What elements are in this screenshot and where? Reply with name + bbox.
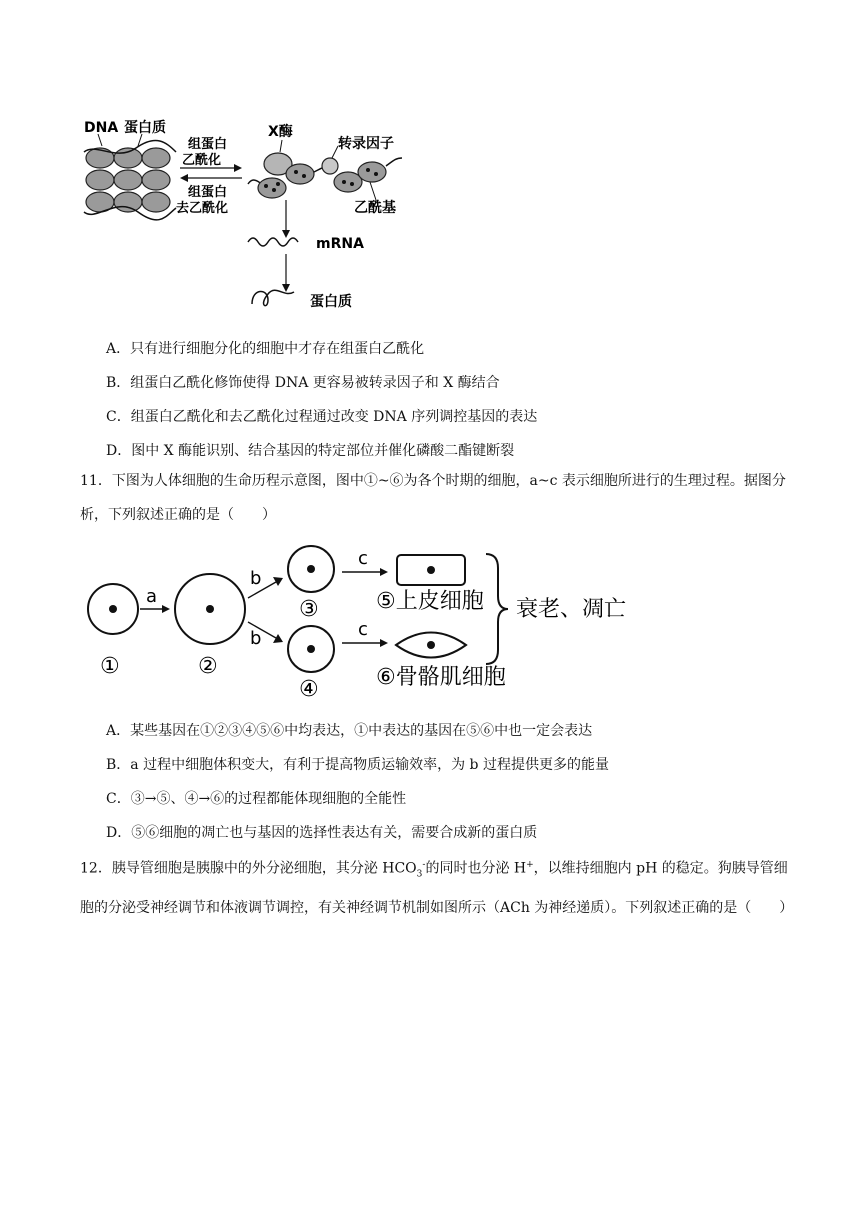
acetylation-label-1: 组蛋白 [188, 137, 228, 152]
mrna-label: mRNA [316, 236, 364, 252]
acetylation-label-2: 乙酰化 [182, 153, 222, 168]
protein-label-top: 蛋白质 [124, 120, 166, 136]
option-text: ⑤⑥细胞的凋亡也与基因的选择性表达有关，需要合成新的蛋白质 [131, 825, 538, 841]
q11-option-a [106, 720, 592, 740]
option-letter: A． [106, 723, 131, 739]
option-text: 组蛋白乙酰化和去乙酰化过程通过改变 DNA 序列调控基因的表达 [130, 409, 538, 425]
option-letter: D． [106, 443, 132, 459]
x-enzyme-label: X酶 [268, 124, 293, 140]
option-text: 某些基因在①②③④⑤⑥中均表达，①中表达的基因在⑤⑥中也一定会表达 [130, 723, 593, 739]
process-b-bottom-label: b [250, 628, 262, 649]
q10-option-d [106, 440, 514, 460]
process-b-top-label: b [250, 568, 262, 589]
option-text: a 过程中细胞体积变大，有利于提高物质运输效率，为 b 过程提供更多的能量 [130, 757, 609, 773]
q12-text-1: 12．胰导管细胞是胰腺中的外分泌细胞，其分泌 HCO [80, 860, 417, 877]
fate-label: 衰老、凋亡 [516, 597, 627, 622]
transcription-factor-shape [322, 158, 338, 174]
q12-text-2: 的同时也分泌 H [425, 860, 527, 877]
cell-lifecycle-figure [80, 540, 660, 700]
process-c-top-label: c [358, 548, 368, 569]
option-letter: B． [106, 757, 131, 773]
transcription-factor-label: 转录因子 [338, 136, 394, 152]
option-text: 只有进行细胞分化的细胞中才存在组蛋白乙酰化 [130, 341, 425, 357]
cell-1-number: ① [100, 654, 120, 679]
q12-sup-minus: - [422, 860, 426, 870]
option-letter: C． [106, 791, 131, 807]
q12-stem [80, 848, 792, 925]
brace [486, 554, 508, 664]
protein-label-bottom: 蛋白质 [310, 294, 352, 310]
q10-option-c [106, 406, 537, 426]
option-letter: A． [106, 341, 131, 357]
cell-3-number: ③ [299, 597, 319, 622]
q11-option-b [106, 754, 609, 774]
q11-option-c [106, 788, 406, 808]
q11-option-d [106, 822, 537, 842]
option-text: ③→⑤、④→⑥的过程都能体现细胞的全能性 [130, 791, 407, 807]
q12-sup-plus: + [526, 860, 534, 870]
acetyl-label: 乙酰基 [354, 200, 396, 216]
q11-stem: 11．下图为人体细胞的生命历程示意图，图中①~⑥为各个时期的细胞，a~c 表示细胞所进行的生理过程。据图分析，下列叙述正确的是（ ） [80, 473, 786, 523]
q10-option-b [106, 372, 500, 392]
cell-5-label: ⑤上皮细胞 [376, 589, 484, 614]
q12-text-3: ，以维持细胞内 pH 的稳定。狗胰导管细胞的分泌受神经调节和体液调节调控，有关神经调节机制如图所示（ACh 为神经递质）。下列叙述正确的是（ ） [80, 860, 794, 917]
option-letter: B． [106, 375, 131, 391]
option-letter: D． [106, 825, 132, 841]
deacetylation-label-1: 组蛋白 [188, 185, 228, 200]
q10-option-a [106, 338, 424, 358]
option-text: 组蛋白乙酰化修饰使得 DNA 更容易被转录因子和 X 酶结合 [130, 375, 500, 391]
cell-4-number: ④ [299, 677, 319, 700]
process-c-bottom-label: c [358, 619, 368, 640]
option-text: 图中 X 酶能识别、结合基因的特定部位并催化磷酸二酯键断裂 [131, 443, 515, 459]
mrna-wave [248, 238, 298, 246]
option-letter: C． [106, 409, 131, 425]
deacetylation-label-2: 去乙酰化 [176, 201, 229, 216]
protein-coil [252, 290, 294, 305]
cell-6-label: ⑥骨骼肌细胞 [376, 665, 506, 690]
nucleosome-stack [86, 148, 170, 212]
histone-acetylation-figure [76, 112, 416, 312]
q12-sub-3: 3 [416, 869, 423, 880]
process-a-label: a [146, 586, 158, 607]
dna-label: DNA [84, 120, 119, 136]
cell-2-number: ② [198, 654, 218, 679]
